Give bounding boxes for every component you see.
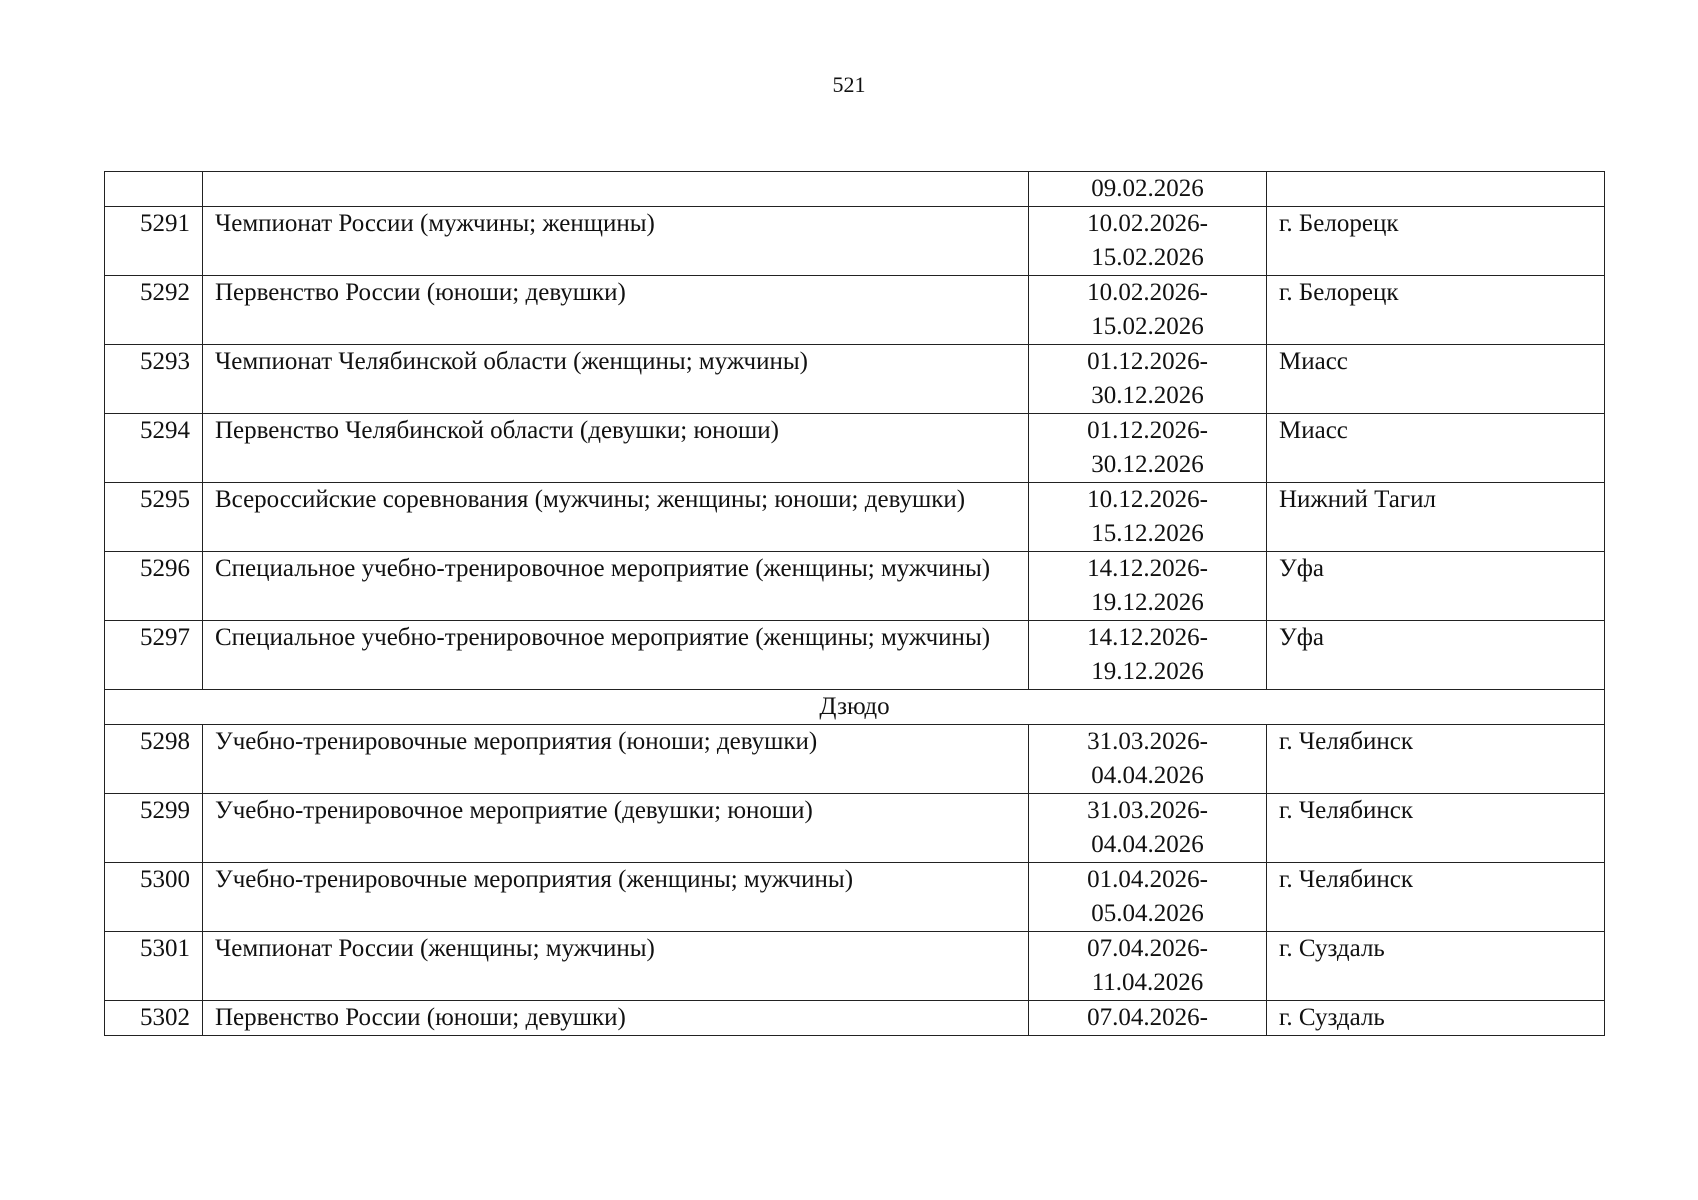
table-row bbox=[105, 552, 1605, 621]
event-place: г. Суздаль bbox=[1267, 932, 1605, 1001]
event-dates bbox=[1029, 483, 1267, 552]
event-place: Уфа bbox=[1267, 552, 1605, 621]
events-table bbox=[104, 171, 1605, 1036]
event-dates bbox=[1029, 207, 1267, 276]
event-place: г. Челябинск bbox=[1267, 794, 1605, 863]
event-name: Первенство Челябинской области (девушки; юноши) bbox=[203, 414, 1029, 483]
event-date-start: 14.12.2026- bbox=[1087, 624, 1208, 651]
event-dates bbox=[1029, 932, 1267, 1001]
event-name: Первенство России (юноши; девушки) bbox=[203, 1001, 1029, 1036]
event-number: 5295 bbox=[105, 483, 203, 552]
event-name: Учебно-тренировочное мероприятие (девушки; юноши) bbox=[203, 794, 1029, 863]
event-date-end: 30.12.2026 bbox=[1091, 451, 1204, 478]
event-name: Всероссийские соревнования (мужчины; женщины; юноши; девушки) bbox=[203, 483, 1029, 552]
event-number: 5301 bbox=[105, 932, 203, 1001]
event-date-start: 31.03.2026- bbox=[1087, 728, 1208, 755]
event-date-end: 15.02.2026 bbox=[1091, 313, 1204, 340]
event-place: г. Челябинск bbox=[1267, 725, 1605, 794]
event-name: Чемпионат России (мужчины; женщины) bbox=[203, 207, 1029, 276]
event-place: Уфа bbox=[1267, 621, 1605, 690]
event-date-end: 11.04.2026 bbox=[1091, 969, 1204, 996]
event-number bbox=[105, 172, 203, 207]
event-name: Специальное учебно-тренировочное мероприятие (женщины; мужчины) bbox=[203, 552, 1029, 621]
event-date-end: 04.04.2026 bbox=[1091, 762, 1204, 789]
event-date-end: 15.02.2026 bbox=[1091, 244, 1204, 271]
event-date-start: 07.04.2026- bbox=[1087, 935, 1208, 962]
event-number: 5302 bbox=[105, 1001, 203, 1036]
event-date-start: 01.04.2026- bbox=[1087, 866, 1208, 893]
table-row bbox=[105, 276, 1605, 345]
event-place: Миасс bbox=[1267, 345, 1605, 414]
event-number: 5294 bbox=[105, 414, 203, 483]
table-row bbox=[105, 794, 1605, 863]
event-number: 5293 bbox=[105, 345, 203, 414]
table-row bbox=[105, 621, 1605, 690]
table-row bbox=[105, 414, 1605, 483]
event-dates bbox=[1029, 794, 1267, 863]
event-place: Нижний Тагил bbox=[1267, 483, 1605, 552]
event-dates bbox=[1029, 1001, 1267, 1036]
event-date-start: 01.12.2026- bbox=[1087, 417, 1208, 444]
event-number: 5299 bbox=[105, 794, 203, 863]
event-dates bbox=[1029, 345, 1267, 414]
event-date-end: 30.12.2026 bbox=[1091, 382, 1204, 409]
event-number: 5296 bbox=[105, 552, 203, 621]
section-row bbox=[105, 690, 1605, 725]
event-date-end: 09.02.2026 bbox=[1091, 175, 1204, 202]
event-date-start: 01.12.2026- bbox=[1087, 348, 1208, 375]
event-number: 5297 bbox=[105, 621, 203, 690]
event-date-end: 19.12.2026 bbox=[1091, 589, 1204, 616]
event-place: Миасс bbox=[1267, 414, 1605, 483]
page-number: 521 bbox=[832, 72, 866, 97]
event-dates bbox=[1029, 621, 1267, 690]
section-title: Дзюдо bbox=[105, 690, 1605, 725]
event-name: Чемпионат Челябинской области (женщины; мужчины) bbox=[203, 345, 1029, 414]
event-date-end: 04.04.2026 bbox=[1091, 831, 1204, 858]
event-number: 5300 bbox=[105, 863, 203, 932]
event-place: г. Суздаль bbox=[1267, 1001, 1605, 1036]
event-dates bbox=[1029, 725, 1267, 794]
event-date-start: 10.12.2026- bbox=[1087, 486, 1208, 513]
event-date-end: 05.04.2026 bbox=[1091, 900, 1204, 927]
event-date-end: 15.12.2026 bbox=[1091, 520, 1204, 547]
event-place: г. Белорецк bbox=[1267, 207, 1605, 276]
event-number: 5291 bbox=[105, 207, 203, 276]
event-number: 5292 bbox=[105, 276, 203, 345]
table-row bbox=[105, 345, 1605, 414]
event-dates bbox=[1029, 172, 1267, 207]
event-date-start: 31.03.2026- bbox=[1087, 797, 1208, 824]
event-dates bbox=[1029, 552, 1267, 621]
table-row bbox=[105, 725, 1605, 794]
table-row bbox=[105, 863, 1605, 932]
event-date-start: 10.02.2026- bbox=[1087, 279, 1208, 306]
event-name: Учебно-тренировочные мероприятия (женщины; мужчины) bbox=[203, 863, 1029, 932]
event-place: г. Белорецк bbox=[1267, 276, 1605, 345]
event-name bbox=[203, 172, 1029, 207]
table-row bbox=[105, 172, 1605, 207]
event-date-start: 07.04.2026- bbox=[1087, 1004, 1208, 1031]
event-dates bbox=[1029, 863, 1267, 932]
event-name: Учебно-тренировочные мероприятия (юноши; девушки) bbox=[203, 725, 1029, 794]
table-row bbox=[105, 932, 1605, 1001]
event-date-start: 10.02.2026- bbox=[1087, 210, 1208, 237]
event-place bbox=[1267, 172, 1605, 207]
events-table-body bbox=[105, 172, 1605, 1036]
event-name: Первенство России (юноши; девушки) bbox=[203, 276, 1029, 345]
event-date-start: 14.12.2026- bbox=[1087, 555, 1208, 582]
event-dates bbox=[1029, 414, 1267, 483]
table-row bbox=[105, 207, 1605, 276]
event-name: Специальное учебно-тренировочное мероприятие (женщины; мужчины) bbox=[203, 621, 1029, 690]
event-name: Чемпионат России (женщины; мужчины) bbox=[203, 932, 1029, 1001]
event-date-end: 19.12.2026 bbox=[1091, 658, 1204, 685]
table-row bbox=[105, 1001, 1605, 1036]
table-row bbox=[105, 483, 1605, 552]
event-dates bbox=[1029, 276, 1267, 345]
event-place: г. Челябинск bbox=[1267, 863, 1605, 932]
event-number: 5298 bbox=[105, 725, 203, 794]
